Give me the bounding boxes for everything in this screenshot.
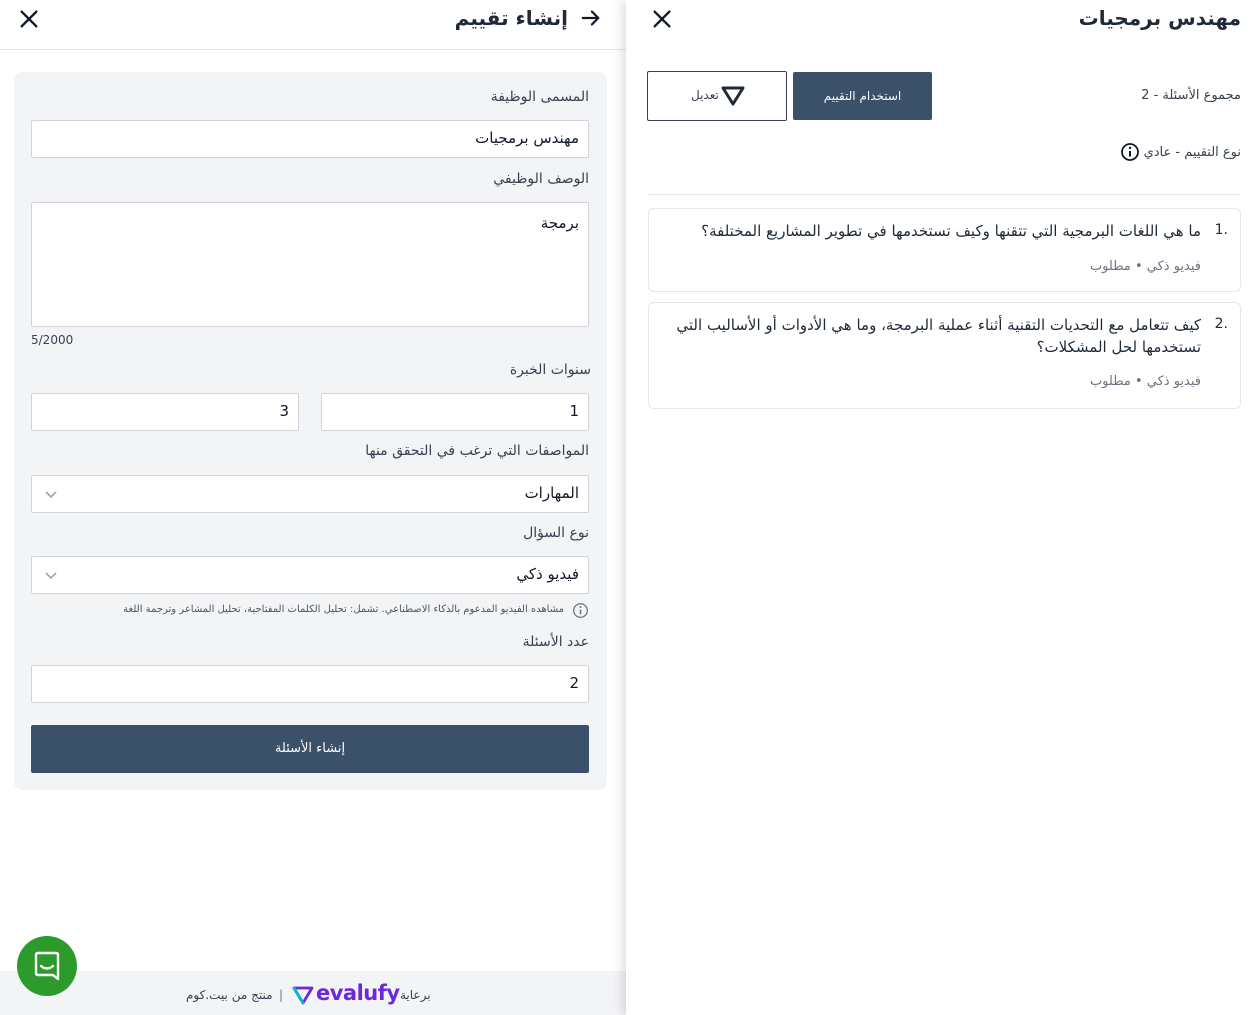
- question-number: 1.: [1214, 222, 1228, 238]
- assessment-preview-panel: [626, 0, 1250, 1015]
- evalufy-logo-icon: [292, 985, 314, 1005]
- specs-label: المواصفات التي ترغب في التحقق منها: [365, 443, 589, 459]
- specs-value: المهارات: [524, 484, 579, 502]
- edit-button[interactable]: [647, 71, 787, 121]
- chevron-down-icon: [44, 487, 58, 501]
- job-title-label: المسمى الوظيفة: [490, 89, 589, 105]
- experience-to-value: 3: [279, 402, 289, 420]
- footer: [0, 971, 626, 1015]
- question-card[interactable]: [648, 302, 1241, 409]
- experience-label: سنوات الخبرة: [509, 362, 591, 378]
- job-title-input[interactable]: [31, 120, 589, 158]
- generate-questions-button[interactable]: إنشاء الأسئلة: [31, 725, 589, 773]
- use-assessment-button[interactable]: استخدام التقييم: [793, 72, 932, 120]
- job-description-value: برمجة: [540, 214, 579, 232]
- question-text: ما هي اللغات البرمجية التي تتقنها وكيف تستخدمها في تطوير المشاريع المختلفة؟: [701, 222, 1201, 240]
- create-assessment-header: [0, 0, 626, 50]
- question-count-label: عدد الأسئلة: [522, 634, 589, 650]
- question-card[interactable]: [648, 208, 1241, 292]
- experience-to-input[interactable]: [31, 393, 299, 431]
- close-icon[interactable]: [18, 8, 40, 30]
- experience-from-input[interactable]: [321, 393, 589, 431]
- divider: [647, 194, 1240, 195]
- evalufy-brand: evalufy: [316, 981, 400, 1005]
- job-description-label: الوصف الوظيفي: [493, 171, 589, 187]
- product-of-label: منتج من بيت.كوم: [186, 988, 273, 1002]
- sponsor-label: برعاية: [400, 988, 431, 1002]
- question-count-input[interactable]: [31, 665, 589, 703]
- question-number: 2.: [1214, 316, 1228, 332]
- chat-launcher-button[interactable]: [17, 936, 77, 996]
- question-type-select[interactable]: [31, 556, 589, 594]
- info-icon: [572, 602, 589, 619]
- assessment-title: مهندس برمجيات: [1078, 6, 1241, 30]
- footer-separator: |: [279, 988, 284, 1002]
- assessment-type: نوع التقييم - عادي: [1143, 145, 1241, 160]
- char-counter: 5/2000: [31, 333, 74, 347]
- page-title: إنشاء تقييم: [454, 6, 568, 30]
- close-icon[interactable]: [651, 8, 673, 30]
- job-description-textarea[interactable]: [31, 202, 589, 327]
- question-type-value: فيديو ذكي: [516, 565, 579, 583]
- edit-logo-icon: [721, 85, 745, 107]
- edit-button-label: تعديل: [691, 88, 719, 102]
- chevron-down-icon: [44, 568, 58, 582]
- question-text: كيف تتعامل مع التحديات التقنية أثناء عملية البرمجة، وما هي الأدوات أو الأساليب التي تستخدمها لحل المشكلات؟: [676, 316, 1201, 356]
- question-count-value: 2: [569, 674, 579, 692]
- arrow-right-icon[interactable]: [580, 7, 602, 29]
- job-title-value: مهندس برمجيات: [475, 129, 579, 147]
- question-type-label: نوع السؤال: [523, 525, 589, 541]
- question-meta: فيديو ذكي • مطلوب: [1089, 259, 1201, 274]
- assessment-form: [14, 72, 607, 790]
- info-icon[interactable]: [1120, 142, 1140, 162]
- question-meta: فيديو ذكي • مطلوب: [1089, 374, 1201, 389]
- specs-select[interactable]: [31, 475, 589, 513]
- experience-from-value: 1: [569, 402, 579, 420]
- chat-icon: [33, 951, 61, 981]
- question-total: مجموع الأسئلة - 2: [1141, 88, 1241, 103]
- question-type-hint: مشاهده الفيديو المدعوم بالذكاء الاصطناعي. تشمل: تحليل الكلمات المفتاحية، تحليل المشاعر وترجمة اللغة: [123, 604, 564, 615]
